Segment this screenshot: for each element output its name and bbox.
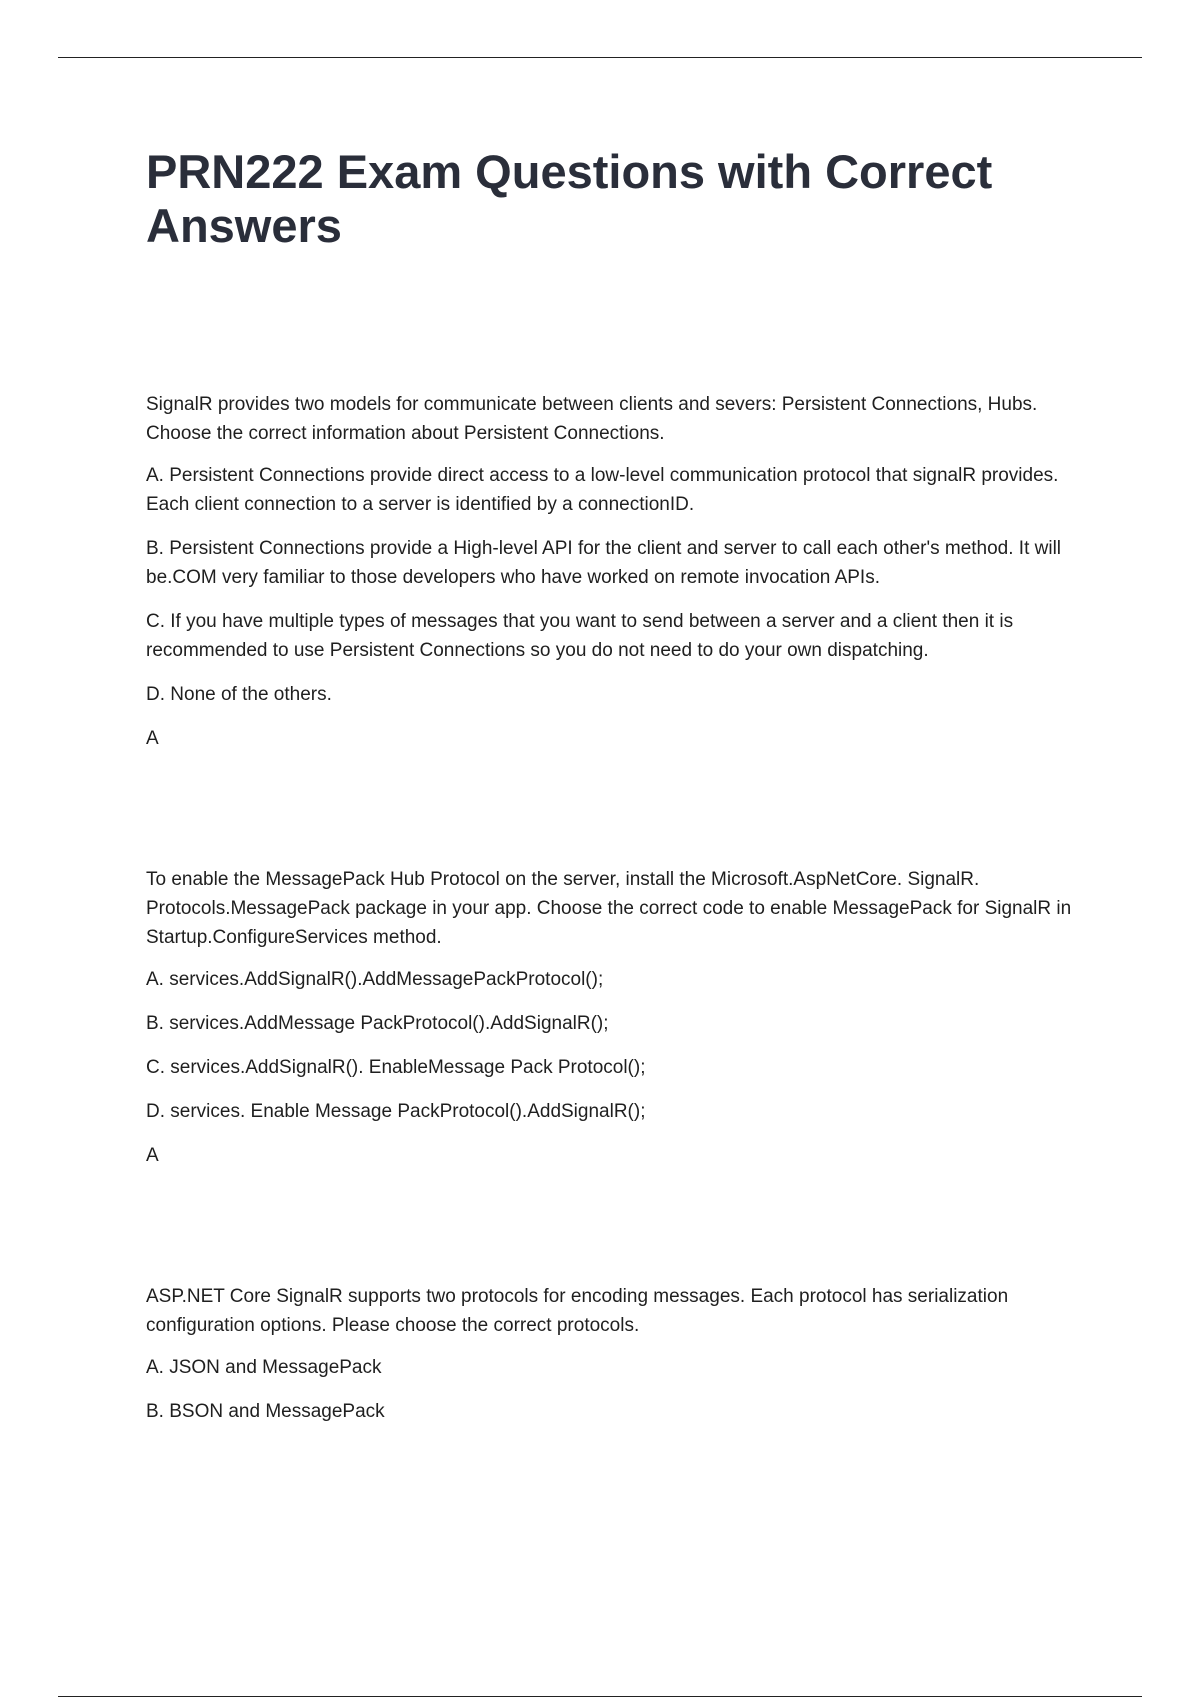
option-d: D. services. Enable Message PackProtocol().AddSignalR(); [146,1101,646,1122]
option-a: A. services.AddSignalR().AddMessagePackProtocol(); [146,969,604,990]
option-b: B. services.AddMessage PackProtocol().AddSignalR(); [146,1013,609,1034]
option-b: B. Persistent Connections provide a High-level API for the client and server to call each other's method. It will be.COM very familiar to those developers who have worked on remote invocation APIs. [146,538,1062,588]
answer: A [146,728,159,749]
question-2 [146,865,1086,1170]
option-c: C. If you have multiple types of messages that you want to send between a server and a client then it is recommended to use Persistent Connections so you do not need to do your own dispatching. [146,611,1014,661]
option-c: C. services.AddSignalR(). EnableMessage Pack Protocol(); [146,1057,646,1078]
question-1 [146,390,1086,753]
question-3 [146,1282,1086,1426]
option-d: D. None of the others. [146,684,332,705]
header-rule [58,57,1142,58]
answer: A [146,1145,159,1166]
question-text: To enable the MessagePack Hub Protocol on the server, install the Microsoft.AspNetCore. SignalR. Protocols.MessagePack package in your app. Choose the correct code to enable MessagePack for SignalR in Startup.ConfigureServices method. [146,869,1072,948]
question-text: SignalR provides two models for communicate between clients and severs: Persistent Connections, Hubs. Choose the correct information about Persistent Connections. [146,394,1038,444]
option-a: A. Persistent Connections provide direct access to a low-level communication protocol that signalR provides. Each client connection to a server is identified by a connectionID. [146,465,1059,515]
question-text: ASP.NET Core SignalR supports two protocols for encoding messages. Each protocol has serialization configuration options. Please choose the correct protocols. [146,1286,1009,1336]
option-b: B. BSON and MessagePack [146,1401,385,1422]
footer-rule [58,1696,1142,1697]
page-title: PRN222 Exam Questions with Correct Answers [146,145,993,252]
document-body [146,390,1086,1441]
option-a: A. JSON and MessagePack [146,1357,382,1378]
